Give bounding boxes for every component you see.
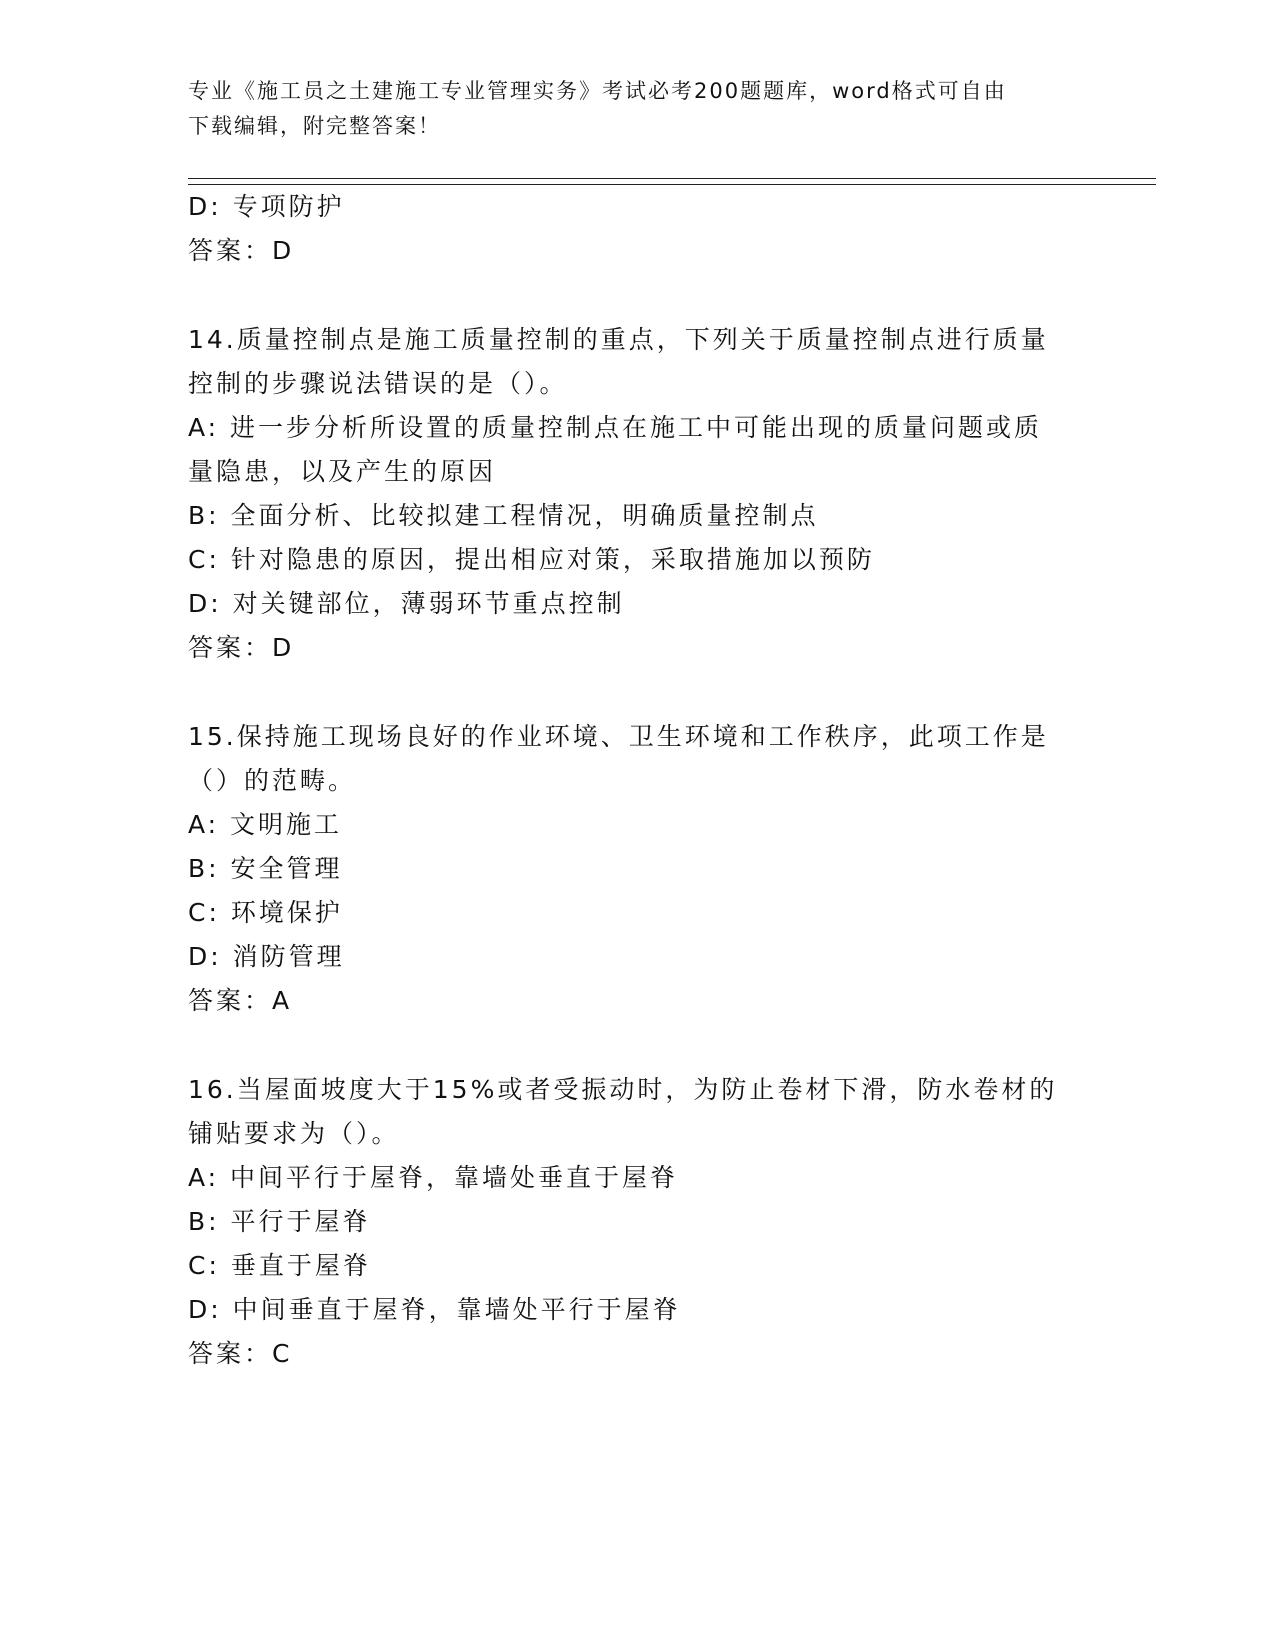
q16-answer: 答案：C xyxy=(188,1339,293,1368)
q16-stem-line-1: 16.当屋面坡度大于15%或者受振动时，为防止卷材下滑，防水卷材的 xyxy=(188,1075,1058,1104)
q14-option-d: D: 对关键部位，薄弱环节重点控制 xyxy=(188,589,625,618)
header-line-1: 专业《施工员之土建施工专业管理实务》考试必考200题题库，word格式可自由 xyxy=(188,79,1007,103)
q15-stem-line-1: 15.保持施工现场良好的作业环境、卫生环境和工作秩序，此项工作是 xyxy=(188,722,1049,751)
q13-option-d: D: 专项防护 xyxy=(188,192,345,221)
q15-option-c: C: 环境保护 xyxy=(188,898,343,927)
q14-option-c: C: 针对隐患的原因，提出相应对策，采取措施加以预防 xyxy=(188,545,875,574)
q16-option-c: C: 垂直于屋脊 xyxy=(188,1251,371,1280)
header-divider-top xyxy=(188,178,1156,179)
q14-option-b: B: 全面分析、比较拟建工程情况，明确质量控制点 xyxy=(188,501,819,530)
q13-answer: 答案：D xyxy=(188,236,295,265)
q16-option-a: A: 中间平行于屋脊，靠墙处垂直于屋脊 xyxy=(188,1163,679,1192)
q14-option-a-line-1: A: 进一步分析所设置的质量控制点在施工中可能出现的质量问题或质 xyxy=(188,413,1043,442)
q15-answer: 答案：A xyxy=(188,986,293,1015)
q16-option-d: D: 中间垂直于屋脊，靠墙处平行于屋脊 xyxy=(188,1295,681,1324)
q15-stem-line-2: （）的范畴。 xyxy=(188,766,357,795)
q14-stem-line-1: 14.质量控制点是施工质量控制的重点，下列关于质量控制点进行质量 xyxy=(188,325,1049,354)
q16-option-b: B: 平行于屋脊 xyxy=(188,1207,371,1236)
header-line-2: 下载编辑，附完整答案！ xyxy=(188,114,441,138)
q14-stem-line-2: 控制的步骤说法错误的是（）。 xyxy=(188,369,568,398)
q15-option-b: B: 安全管理 xyxy=(188,854,343,883)
q14-option-a-line-2: 量隐患，以及产生的原因 xyxy=(188,457,497,486)
page-header xyxy=(188,74,1088,144)
q15-option-d: D: 消防管理 xyxy=(188,942,345,971)
q16-stem-line-2: 铺贴要求为（）。 xyxy=(188,1119,400,1148)
header-divider-bottom xyxy=(188,184,1156,185)
q15-option-a: A: 文明施工 xyxy=(188,810,343,839)
q14-answer: 答案：D xyxy=(188,633,295,662)
